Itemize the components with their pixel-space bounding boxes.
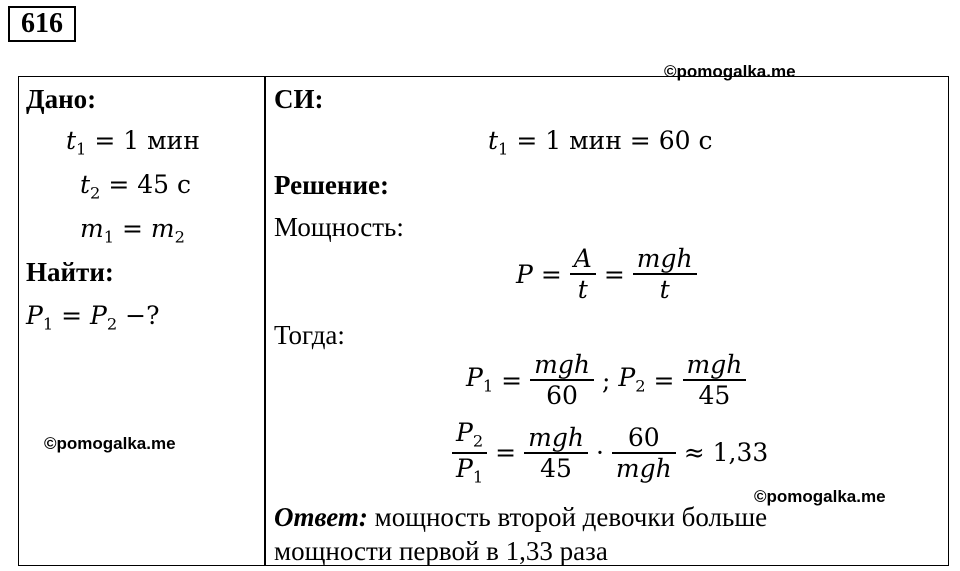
answer-line-2: мощности первой в 1,33 раза <box>274 536 608 566</box>
answer-label: Ответ: <box>274 502 368 532</box>
fraction-60-over-mgh: $\frac{60}{\text{mgh}}$ <box>612 425 676 481</box>
power-label: Мощность: <box>274 212 404 242</box>
find-expression: $P_1 = P_2$ −? <box>26 301 160 334</box>
fraction-p2: $\frac{\text{mgh}}{45}$ <box>683 352 747 408</box>
given-heading: Дано: <box>26 84 97 114</box>
given-mass-equality: $m_1 = m_2$ <box>80 214 185 247</box>
find-heading: Найти: <box>26 257 114 287</box>
given-t2: $t_2 = 45$ с <box>80 170 191 203</box>
power-formula: P = $\frac{A}{t}$ = $\frac{\text{mgh}}{t}$ <box>516 246 697 302</box>
solution-heading: Решение: <box>274 170 389 200</box>
watermark: ©pomogalka.me <box>44 434 176 453</box>
fraction-p2-over-p1: $\frac{P_2}{P_1}$ <box>452 420 487 486</box>
watermark: ©pomogalka.me <box>754 487 886 506</box>
fraction-p1: $\frac{\text{mgh}}{60}$ <box>530 352 594 408</box>
given-t1: $t_1 = 1$ мин <box>66 126 200 159</box>
fraction-mgh-over-time: $\frac{\text{mgh}}{t}$ <box>633 246 697 302</box>
si-heading: СИ: <box>274 84 324 114</box>
power-values-formula: $P_1$ = $\frac{\text{mgh}}{60}$ ; $P_2$ = $\frac{\text{mgh}}{45}$ <box>466 352 746 408</box>
then-label: Тогда: <box>274 320 345 350</box>
problem-number: 616 <box>8 6 76 42</box>
power-ratio-formula: $\frac{P_2}{P_1}$ = $\frac{\text{mgh}}{45}$ · $\frac{60}{\text{mgh}}$ ≈ 1,33 <box>452 420 768 486</box>
fraction-mgh-over-45: $\frac{\text{mgh}}{45}$ <box>524 425 588 481</box>
fraction-work-over-time: $\frac{A}{t}$ <box>570 246 596 302</box>
answer-line-1: Ответ: мощность второй девочки больше <box>274 502 768 532</box>
si-conversion: $t_1 = 1$ мин = 60 с <box>488 126 713 159</box>
column-divider <box>264 76 266 566</box>
watermark: ©pomogalka.me <box>664 62 796 81</box>
